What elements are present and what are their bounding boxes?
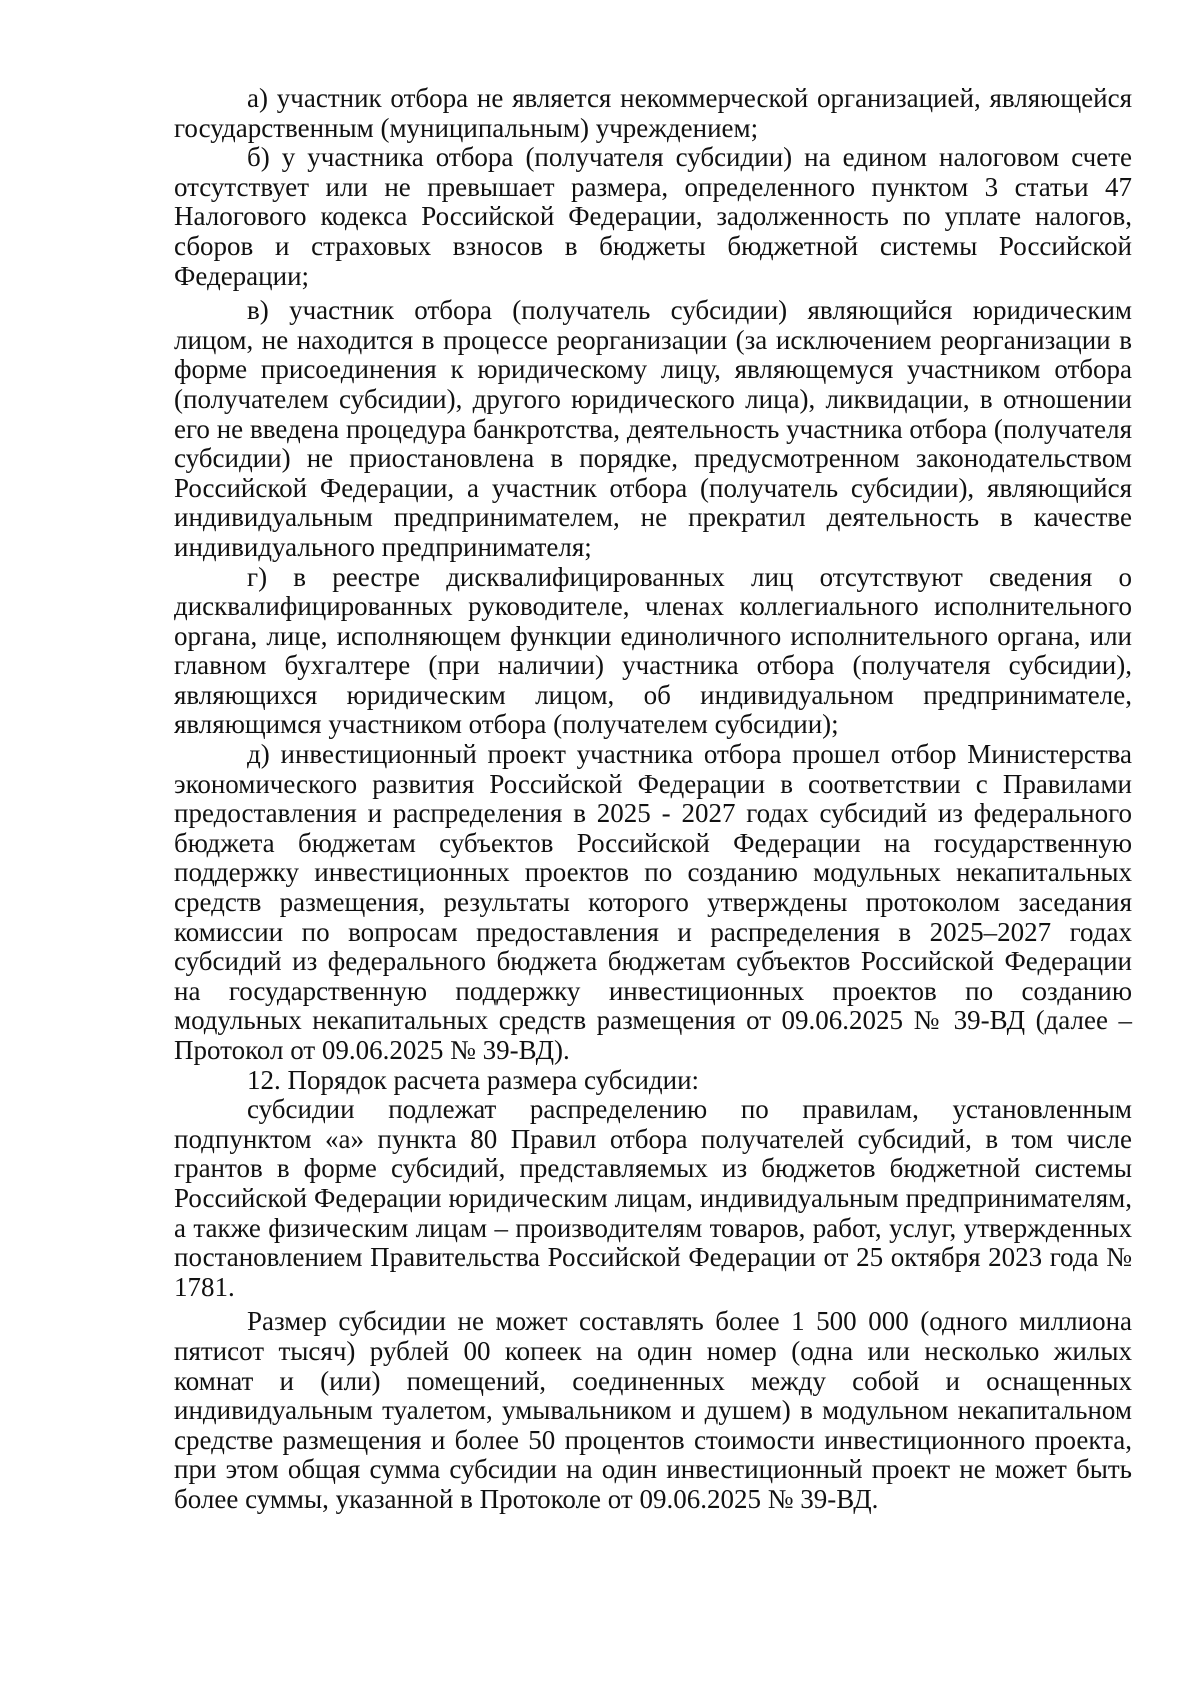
paragraph-subsidy-amount: Размер субсидии не может составлять более 1 500 000 (одного миллиона пятисот тысяч) рублей 00 копеек на один номер (одна или несколько жилых комнат и (или) помещений, соединенных между собой и оснащенных индивидуальным туалетом, умывальником и душем) в модульном некапитальном средстве размещения и более 50 процентов стоимости инвестиционного проекта, при этом общая сумма субсидии на один инвестиционный проект не может быть более суммы, указанной в Протоколе от 09.06.2025 № 39-ВД.	[174, 1306, 1132, 1514]
document-page	[174, 84, 1132, 1515]
paragraph-item-g: г) в реестре дисквалифицированных лиц отсутствуют сведения о дисквалифицированных руководителе, членах коллегиального исполнительного органа, лице, исполняющем функции единоличного исполнительного органа, или главном бухгалтере (при наличии) участника отбора (получателя субсидии), являющихся юридическим лицом, об индивидуальном предпринимателе, являющимся участником отбора (получателем субсидии);	[174, 561, 1132, 740]
paragraph-item-a: а) участник отбора не является некоммерческой организацией, являющейся государственным (муниципальным) учреждением;	[174, 83, 1132, 143]
section-heading-12: 12. Порядок расчета размера субсидии:	[247, 1064, 700, 1095]
paragraph-item-b: б) у участника отбора (получателя субсидии) на едином налоговом счете отсутствует или не превышает размера, определенного пунктом 3 статьи 47 Налогового кодекса Российской Федерации, задолженность по уплате налогов, сборов и страховых взносов в бюджеты бюджетной системы Российской Федерации;	[174, 142, 1132, 291]
paragraph-item-d: д) инвестиционный проект участника отбора прошел отбор Министерства экономического развития Российской Федерации в соответствии с Правилами предоставления и распределения в 2025 - 2027 годах субсидий из федерального бюджета бюджетам субъектов Российской Федерации на государственную поддержку инвестиционных проектов по созданию модульных некапитальных средств размещения, результаты которого утверждены протоколом заседания комиссии по вопросам предоставления и распределения в 2025–2027 годах субсидий из федерального бюджета бюджетам субъектов Российской Федерации на государственную поддержку инвестиционных проектов по созданию модульных некапитальных средств размещения от 09.06.2025 № 39-ВД (далее – Протокол от 09.06.2025 № 39-ВД).	[174, 739, 1132, 1065]
paragraph-distribution-rules: субсидии подлежат распределению по правилам, установленным подпунктом «а» пункта 80 Правил отбора получателей субсидий, в том числе грантов в форме субсидий, представляемых из бюджетов бюджетной системы Российской Федерации юридическим лицам, индивидуальным предпринимателям, а также физическим лицам – производителям товаров, работ, услуг, утвержденных постановлением Правительства Российской Федерации от 25 октября 2023 года № 1781.	[174, 1094, 1132, 1302]
paragraph-item-v: в) участник отбора (получатель субсидии) являющийся юридическим лицом, не находится в процессе реорганизации (за исключением реорганизации в форме присоединения к юридическому лицу, являющемуся участником отбора (получателем субсидии), другого юридического лица), ликвидации, в отношении его не введена процедура банкротства, деятельность участника отбора (получателя субсидии) не приостановлена в порядке, предусмотренном законодательством Российской Федерации, а участник отбора (получатель субсидии), являющийся индивидуальным предпринимателем, не прекратил деятельность в качестве индивидуального предпринимателя;	[174, 295, 1132, 562]
